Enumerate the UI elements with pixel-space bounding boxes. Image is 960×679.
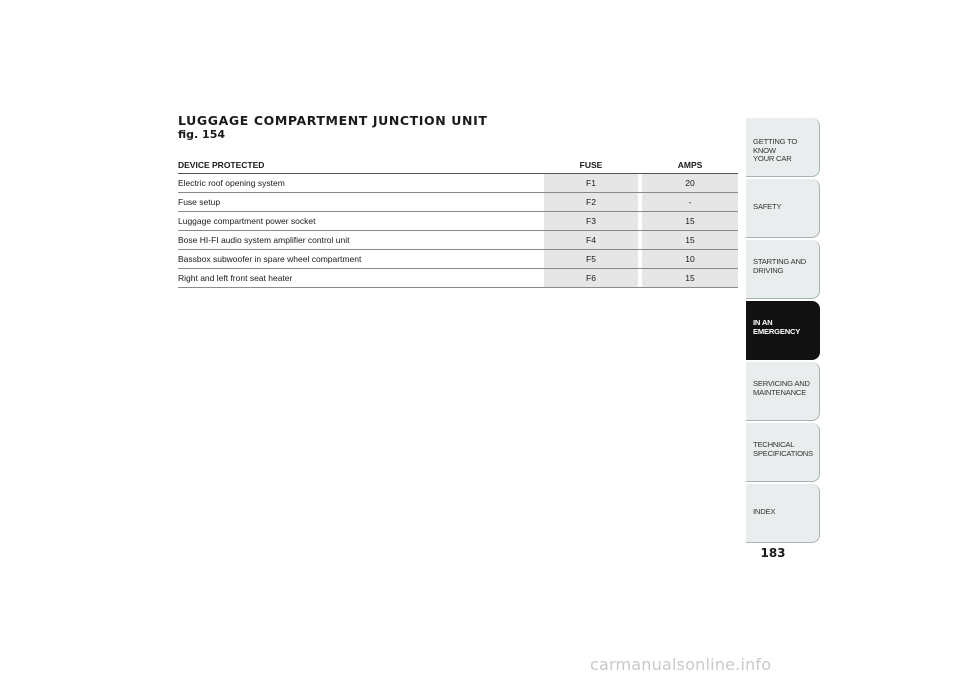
page-number: 183: [760, 546, 786, 560]
amps-cell: 10: [642, 250, 738, 269]
fuse-cell: F2: [544, 193, 638, 212]
chapter-nav: [746, 118, 820, 545]
nav-tab-label: DRIVING: [753, 265, 784, 275]
nav-tab-starting-and-driving[interactable]: [746, 240, 820, 299]
section-title: LUGGAGE COMPARTMENT JUNCTION UNIT: [178, 113, 488, 128]
device-cell: Electric roof opening system: [178, 174, 540, 193]
nav-tab-label: STARTING AND: [753, 257, 807, 266]
nav-tab-label: TECHNICAL: [753, 440, 795, 449]
amps-cell: 20: [642, 174, 738, 193]
device-cell: Luggage compartment power socket: [178, 212, 540, 231]
nav-tab-label: YOUR CAR: [753, 154, 792, 163]
nav-tab-servicing-and-maintenance[interactable]: [746, 362, 820, 421]
table-header-row: [178, 156, 738, 174]
nav-tab-getting-to-know-your-car[interactable]: [746, 118, 820, 177]
amps-cell: -: [642, 193, 738, 212]
section-heading: [178, 114, 488, 142]
nav-tab-label: EMERGENCY: [753, 326, 801, 336]
watermark: carmanualsonline.info: [590, 655, 772, 674]
fuse-table: [178, 156, 738, 288]
fuse-cell: F3: [544, 212, 638, 231]
nav-tab-label: MAINTENANCE: [753, 387, 807, 397]
device-cell: Bassbox subwoofer in spare wheel compartment: [178, 250, 540, 269]
nav-tab-label: SPECIFICATIONS: [753, 448, 813, 458]
amps-cell: 15: [642, 212, 738, 231]
device-cell: Right and left front seat heater: [178, 269, 540, 288]
nav-tab-label: INDEX: [753, 507, 776, 516]
nav-tab-label: SERVICING AND: [753, 379, 810, 388]
device-cell: Fuse setup: [178, 193, 540, 212]
header-fuse: FUSE: [544, 156, 638, 174]
header-device: DEVICE PROTECTED: [178, 156, 540, 174]
nav-tab-technical-specifications[interactable]: [746, 423, 820, 482]
fuse-cell: F1: [544, 174, 638, 193]
device-cell: Bose HI-FI audio system amplifier control unit: [178, 231, 540, 250]
amps-cell: 15: [642, 231, 738, 250]
fuse-cell: F6: [544, 269, 638, 288]
header-amps: AMPS: [642, 156, 738, 174]
fuse-cell: F5: [544, 250, 638, 269]
amps-cell: 15: [642, 269, 738, 288]
table-row: [178, 269, 738, 288]
table-row: [178, 231, 738, 250]
table-row: [178, 212, 738, 231]
table-row: [178, 174, 738, 193]
nav-tab-index[interactable]: [746, 484, 820, 543]
table-row: [178, 250, 738, 269]
figure-reference: fig. 154: [178, 128, 225, 141]
fuse-cell: F4: [544, 231, 638, 250]
nav-tab-label: IN AN: [753, 318, 773, 327]
nav-tab-label: GETTING TO KNOW: [753, 137, 798, 155]
nav-tab-in-an-emergency[interactable]: [746, 301, 820, 360]
nav-tab-safety[interactable]: [746, 179, 820, 238]
nav-tab-label: SAFETY: [753, 202, 782, 211]
table-row: [178, 193, 738, 212]
